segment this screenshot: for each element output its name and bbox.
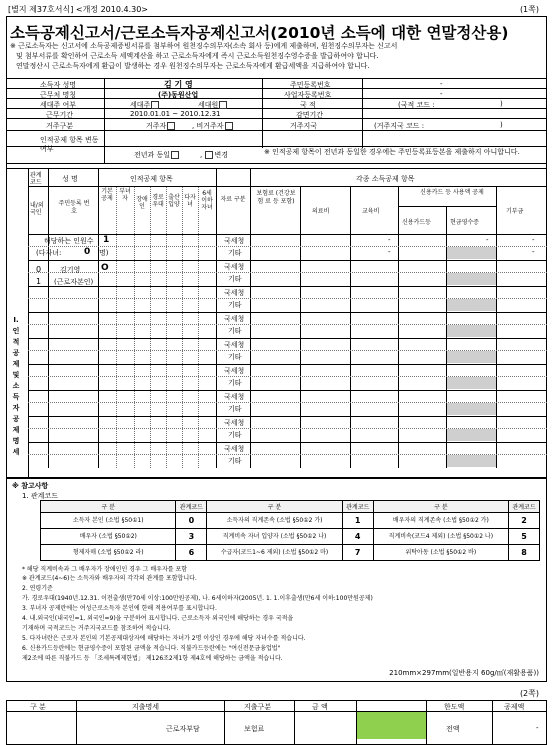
row1-code: 0: [36, 265, 42, 274]
change-option-1[interactable]: 전년과 동일: [134, 150, 180, 160]
table-row-line: [28, 286, 547, 287]
cash-receipt-cell: [447, 325, 496, 337]
name-label: 소득자 성명: [40, 81, 77, 89]
notes-title: ※ 참고사항: [12, 482, 49, 490]
source-other: 기타: [228, 431, 242, 439]
resident-option-1[interactable]: 거주자: [146, 121, 176, 131]
kids-count: 0: [84, 247, 91, 257]
note-line: 2. 연령기준: [22, 585, 53, 592]
change-note: ※ 인적공제 항목이 전년과 동일한 경우에는 주민등록표등본을 제출하지 아니합니다.: [264, 148, 520, 156]
row1-name: 김기영: [60, 266, 81, 274]
cash-receipt-cell: [447, 377, 496, 389]
table-row-line: [28, 260, 547, 261]
nationality-label: 국 적: [300, 101, 316, 109]
source-nts: 국세청: [224, 263, 245, 271]
rrn-value: -: [440, 80, 443, 88]
paper-spec: 210mm×297mm(일반용지 60g/㎡(재활용품)): [389, 669, 539, 677]
checkbox-icon: [205, 151, 213, 159]
note-line: 4. 내.외국인(내국인=1, 외국인=9)을 구분하여 표시합니다. 근로소득자 외국인에 해당하는 경우 국적을: [22, 615, 294, 622]
total-label: 해당하는 인원수: [44, 237, 94, 245]
company-label: 근무처 명칭: [40, 91, 77, 99]
name-header: 성 명: [62, 175, 78, 183]
cash-receipt-cell: [447, 299, 496, 311]
checkbox-icon: [171, 151, 179, 159]
source-other: 기타: [228, 327, 242, 335]
notes-sub1: 1. 관계코드: [22, 492, 58, 500]
source-nts: 국세청: [224, 237, 245, 245]
reduction-label: 감면기간: [296, 111, 324, 119]
table-row-line: [28, 442, 547, 443]
total-count: 1: [103, 235, 110, 245]
amount-cell[interactable]: [357, 712, 426, 739]
source-nts: 국세청: [224, 419, 245, 427]
resident-option-2[interactable]: , 비거주자: [192, 121, 234, 131]
relation-header: 관계 코드: [30, 172, 42, 186]
note-line: * 해당 직계비속과 그 배우자가 장애인인 경우 그 배우자를 포함: [22, 566, 188, 573]
intro-line-1: ※ 근로소득자는 신고서에 소득공제증빙서류를 첨부하여 원천징수의무자(소속 회사 등)에게 제출하며, 원천징수의무자는 신고서: [10, 42, 398, 50]
source-nts: 국세청: [224, 341, 245, 349]
table-row-line: [28, 338, 547, 339]
source-other: 기타: [228, 457, 242, 465]
note-line: 6. 신용카드등란에는 현금영수증이 포함된 금액을 적습니다. 직불카드등란에는 "여신전문금융업법": [22, 645, 281, 652]
source-other: 기타: [228, 353, 242, 361]
note-line: 제2조에 따른 직불카드 등 「조세특례제한법」 제126조2제1항 제4호에 해당하는 금액을 적습니다.: [22, 655, 283, 662]
checkbox-icon: [219, 101, 227, 109]
table-row-line: [28, 390, 547, 391]
foreign-header: 내/외 국인: [30, 202, 44, 216]
note-line: 3. 부녀자 공제란에는 여성근로소득자 본인에 한해 적용여부를 표시합니다.: [22, 605, 217, 612]
checkbox-icon: [167, 122, 175, 130]
period-label: 근무기간: [46, 111, 74, 119]
table-row-line: [28, 364, 547, 365]
region-code: (거주지국 코드 :: [374, 122, 425, 130]
source-header: 자료 구분: [220, 196, 246, 203]
cash-receipt-cell: [447, 351, 496, 363]
cash-receipt-cell: [447, 455, 496, 467]
cash-receipt-cell: [447, 247, 496, 259]
change-label: 인적공제 항목 변동 여부: [40, 136, 99, 153]
cash-receipt-cell: [447, 429, 496, 441]
resident-label: 거주구분: [46, 122, 74, 130]
bizno-value: -: [440, 90, 443, 98]
householder-option-2[interactable]: 세대원: [198, 100, 228, 110]
change-option-2[interactable]: , 변경: [200, 151, 228, 159]
note-line: 기재하며 국적코드는 거주지국코드를 참조하여 적습니다.: [22, 625, 171, 632]
note-line: 가. 경로우대(1940년.12.31. 이전출생(만70세 이상:100만원공제), 나. 6세이하자(2005년. 1. 1.이후출생(만6세 이하:100만원공제): [22, 595, 373, 602]
bizno-label: 사업자등록번호: [284, 91, 332, 99]
row1-sub: (근로자본인): [54, 278, 94, 286]
relation-code-table: 구 분 관계코드 구 분 관계코드 구 분 관계코드 소득자 본인 (소법 §50①1) 0 소득자의 직계존속 (소법 §50①2 가) 1 배우자의 직계존속 (소법 §50①2 가) 2 배우자 (소법 §50①2) 3 직계비속 자녀 입양자 (소법 §50①2 나) 4 직계비속(코드4 제외) (소법 §50①2 나) 5 형제자매 (소법 §50①2 라) 6 수급자(코드1~6 제외) (소법 §50①2 마) 7 위탁아동 (소법 §50①2 바) 8: [40, 500, 540, 561]
form-title: 소득공제신고서/근로소득자공제신고서(2010년 소득에 대한 연말정산용): [10, 24, 509, 42]
kids-label: (다자녀:: [36, 249, 62, 257]
table-row-line: [28, 312, 547, 313]
source-other: 기타: [228, 379, 242, 387]
deduction-header: 각종 소득공제 항목: [356, 175, 415, 183]
source-other: 기타: [228, 275, 242, 283]
cash-receipt-cell: [447, 403, 496, 415]
source-nts: 국세청: [224, 315, 245, 323]
note-line: 5. 다자녀란은 근로자 본인의 기본공제대상자에 해당하는 자녀가 2명 이상인 경우에 해당 자녀수를 적습니다.: [22, 635, 306, 642]
page-number-2: (2쪽): [519, 689, 539, 698]
form-number: [별지 제37호서식] <개정 2010.4.30>: [8, 5, 148, 14]
source-other: 기타: [228, 301, 242, 309]
side-label: Ⅰ. 인적공제 및 소득자공제 명세: [12, 316, 20, 456]
page-number: (1쪽): [519, 5, 539, 14]
table-row-line: [28, 416, 547, 417]
period-value: 2010.01.01 ~ 2010.12.31: [130, 110, 221, 118]
source-nts: 국세청: [224, 393, 245, 401]
checkbox-icon: [225, 122, 233, 130]
source-other: 기타: [228, 405, 242, 413]
nationality-code: (국적 코드 :: [398, 101, 435, 109]
company-value: (주)동원산업: [158, 91, 199, 99]
source-nts: 국세청: [224, 289, 245, 297]
name-value: 김 기 영: [164, 80, 193, 89]
rrn-label: 주민등록번호: [290, 81, 331, 89]
householder-label: 세대주 여부: [40, 101, 77, 109]
intro-line-2: 및 첨부서류를 확인하여 근로소득 세액계산을 하고 근로소득자에게 즉시 근로소득원천징수영수증을 발급하여야 합니다.: [16, 52, 379, 60]
cash-receipt-cell: [447, 273, 496, 285]
region-label: 거주지국: [290, 122, 318, 130]
intro-line-3: 연말정산시 근로소득자에게 환급이 발생하는 경우 원천징수의무자는 근로소득자에게 환급세액을 지급하여야 합니다.: [16, 62, 370, 70]
note-line: ※ 관계코드(4~6)는 소득자와 배우자의 각각의 관계를 포함합니다.: [22, 575, 197, 582]
page2-table: [6, 700, 547, 745]
source-nts: 국세청: [224, 367, 245, 375]
rrn-header: 주민등록 번 호: [58, 200, 90, 215]
householder-option-1[interactable]: 세대주: [130, 100, 160, 110]
source-nts: 국세청: [224, 445, 245, 453]
source-other: 기타: [228, 249, 242, 257]
personal-header: 인적공제 항목: [130, 175, 173, 183]
checkbox-icon: [151, 101, 159, 109]
row1-mark: O: [101, 263, 109, 273]
